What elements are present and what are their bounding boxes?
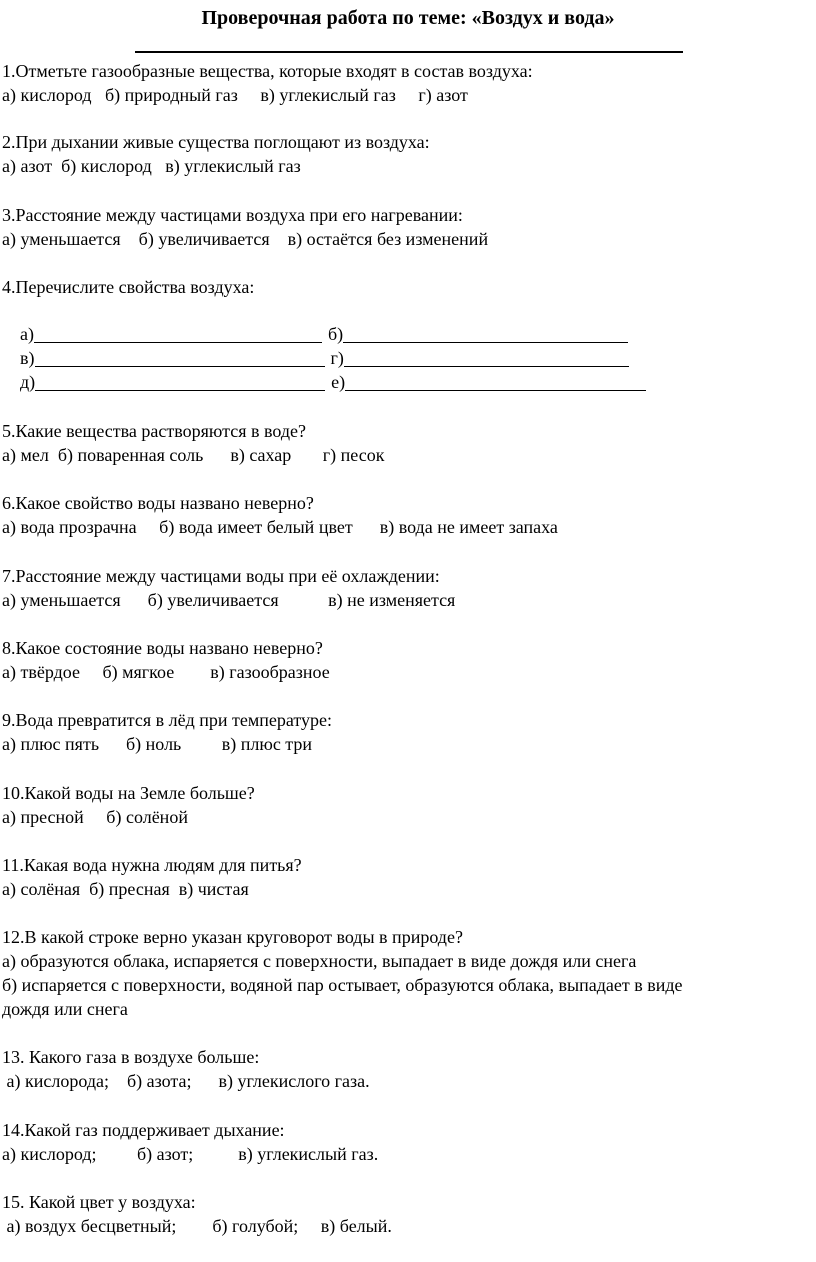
question-10-options: а) пресной б) солёной [2, 807, 188, 827]
question-6-text: 6.Какое свойство воды названо неверно? [2, 493, 314, 513]
question-12-option-a: а) образуются облака, испаряется с поверхности, выпадает в виде дождя или снега [2, 951, 637, 971]
question-15-options: а) воздух бесцветный; б) голубой; в) белый. [2, 1216, 392, 1236]
question-7-options: а) уменьшается б) увеличивается в) не изменяется [2, 590, 456, 610]
question-11-text: 11.Какая вода нужна людям для питья? [2, 855, 302, 875]
question-7-text: 7.Расстояние между частицами воды при её охлаждении: [2, 566, 440, 586]
answer-label-b: б) [327, 324, 344, 344]
question-4-text: 4.Перечислите свойства воздуха: [2, 277, 255, 297]
question-15-text: 15. Какой цвет у воздуха: [2, 1192, 196, 1212]
question-5-options: а) мел б) поваренная соль в) сахар г) песок [2, 445, 385, 465]
question-10-text: 10.Какой воды на Земле больше? [2, 783, 255, 803]
question-3-options: а) уменьшается б) увеличивается в) остаётся без изменений [2, 229, 489, 249]
answer-label-v: в) [20, 348, 35, 368]
question-9-options: а) плюс пять б) ноль в) плюс три [2, 734, 313, 754]
question-8-options: а) твёрдое б) мягкое в) газообразное [2, 662, 330, 682]
page-title: Проверочная работа по теме: «Воздух и вода» [201, 7, 615, 29]
question-14-text: 14.Какой газ поддерживает дыхание: [2, 1120, 285, 1140]
question-2-options: а) азот б) кислород в) углекислый газ [2, 156, 301, 176]
answer-label-g: г) [330, 348, 344, 368]
answer-label-a: а) [20, 324, 34, 344]
question-11-options: а) солёная б) пресная в) чистая [2, 879, 249, 899]
question-8-text: 8.Какое состояние воды названо неверно? [2, 638, 323, 658]
question-9-text: 9.Вода превратится в лёд при температуре: [2, 710, 333, 730]
title-underline [135, 51, 683, 53]
answer-blank-e[interactable] [345, 372, 646, 391]
answer-label-d: д) [20, 372, 36, 392]
question-12-option-b: б) испаряется с поверхности, водяной пар остывает, образуются облака, выпадает в виде [2, 975, 683, 995]
question-14-options: а) кислород; б) азот; в) углекислый газ. [2, 1144, 379, 1164]
question-1-text: 1.Отметьте газообразные вещества, которые входят в состав воздуха: [2, 61, 533, 81]
question-1-options: а) кислород б) природный газ в) углекислый газ г) азот [2, 85, 468, 105]
answer-label-e: е) [331, 372, 346, 392]
answer-blank-d[interactable] [35, 372, 325, 391]
question-12-text: 12.В какой строке верно указан круговорот воды в природе? [2, 927, 463, 947]
question-5-text: 5.Какие вещества растворяются в воде? [2, 421, 306, 441]
question-13-options: а) кислорода; б) азота; в) углекислого газа. [2, 1071, 370, 1091]
question-2-text: 2.При дыхании живые существа поглощают из воздуха: [2, 132, 430, 152]
question-6-options: а) вода прозрачна б) вода имеет белый цвет в) вода не имеет запаха [2, 517, 558, 537]
question-13-text: 13. Какого газа в воздухе больше: [2, 1047, 260, 1067]
question-3-text: 3.Расстояние между частицами воздуха при его нагревании: [2, 205, 463, 225]
answer-row-3 [2, 346, 646, 418]
question-12-option-b-continued: дождя или снега [2, 999, 128, 1019]
